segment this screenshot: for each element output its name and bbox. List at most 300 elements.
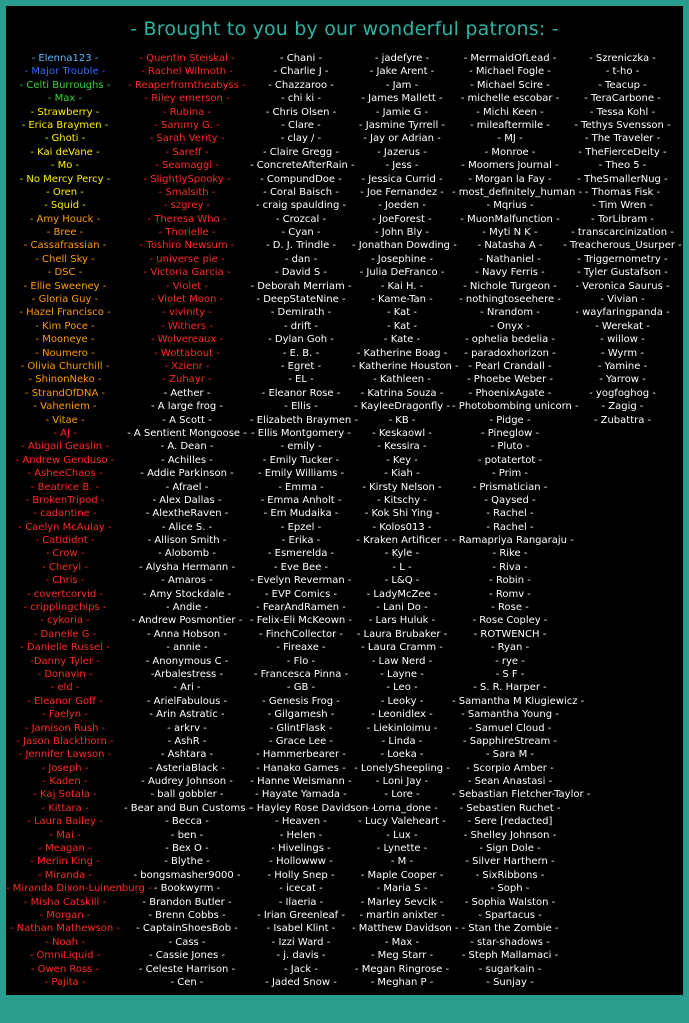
patron-name: - Sebastian Fletcher-Taylor -: [452, 789, 591, 801]
patron-name: - Kat -: [386, 320, 417, 332]
patron-name: - Charlie J -: [273, 66, 329, 78]
patron-name: - Cheryl -: [42, 561, 88, 573]
patron-name: - cykoria -: [40, 615, 90, 627]
patron-name: - E. B. -: [282, 347, 320, 359]
patron-name: - Loni Jay -: [375, 776, 429, 788]
patron-name: - SixRibbons -: [475, 869, 545, 881]
patron-name: - chi ki -: [281, 93, 321, 105]
patron-name: - Donavin -: [37, 668, 93, 680]
patron-name: - yogfoghog -: [589, 387, 656, 399]
patron-name: - szgrey -: [163, 200, 211, 212]
patron-name: - ArielFabulous -: [146, 695, 228, 707]
patron-name: - Laura Brubaker -: [356, 628, 448, 640]
patron-name: - Yamine -: [597, 360, 648, 372]
patron-name: - Rike -: [492, 548, 528, 560]
patron-name: - Jake Arent -: [369, 66, 435, 78]
patron-name: - Reaperfromtheabyss -: [128, 79, 246, 91]
patron-name: - Pidge -: [489, 414, 531, 426]
patron-name: - Chris Olsen -: [265, 106, 337, 118]
patron-name: - Jamison Rush -: [24, 722, 106, 734]
patron-name: - Toshiro Newsum -: [139, 240, 235, 252]
patron-name: - M -: [390, 856, 414, 868]
patron-name: - Kat -: [386, 307, 417, 319]
patron-name: - Katherine Houston -: [352, 360, 459, 372]
patron-name: - Arin Astratic -: [149, 709, 225, 721]
patron-name: - Pearl Crandall -: [468, 360, 552, 372]
patron-name: - Max -: [384, 936, 420, 948]
patron-name: - Allison Smith -: [147, 535, 227, 547]
patron-name: - Morgan la Fay -: [468, 173, 552, 185]
patron-name: - nothingtoseehere -: [459, 294, 561, 306]
patron-name: - Navy Ferris -: [475, 267, 545, 279]
patron-name: - Romv -: [489, 588, 531, 600]
patron-name: - KayleeDragonfly -: [353, 401, 451, 413]
patron-name: - S F -: [495, 668, 525, 680]
patron-name: - KB -: [388, 414, 416, 426]
patron-name: - Danelle G -: [33, 628, 97, 640]
patron-name: - Spartacus -: [478, 910, 542, 921]
patron-name: - Blythe -: [164, 856, 210, 868]
patron-name: - ShinonNeko -: [28, 374, 102, 386]
patron-name: - MuonMalfunction -: [460, 213, 560, 225]
patron-name: - Liekinloimu -: [366, 722, 438, 734]
patron-name: - Prim -: [491, 468, 529, 480]
patron-name: - Sara M -: [485, 749, 535, 761]
patron-name: - Danielle Russel -: [20, 642, 110, 654]
patron-name: - Kai deVane -: [30, 146, 100, 158]
patron-name: - Elenna123 -: [31, 53, 99, 64]
patron-name: - Wyrm -: [601, 347, 644, 359]
patron-name: - potatertot -: [477, 454, 543, 466]
patron-name: - Violet Moon -: [150, 294, 224, 306]
patron-name: - jadefyre -: [374, 53, 430, 64]
patron-name: - Veronica Saurus -: [575, 280, 670, 292]
patron-name: - AlextheRaven -: [145, 508, 229, 520]
patron-name: - Marley Sevcik -: [360, 896, 444, 908]
patron-name: - Keskaowl -: [372, 427, 432, 439]
patron-name: - Megan Ringrose -: [354, 963, 450, 975]
patron-name: - Dylan Goh -: [268, 334, 334, 346]
patron-name: - Jasmine Tyrrell -: [358, 119, 446, 131]
patron-name: - Vitae -: [45, 414, 85, 426]
patron-name: - Ellis Montgomery -: [250, 427, 351, 439]
patron-name: - Soph -: [490, 883, 530, 895]
patron-name: - Alex Dallas -: [152, 494, 222, 506]
patron-name: - Meagan -: [38, 843, 92, 855]
patron-name: - Bear and Bun Customs -: [124, 802, 253, 814]
patron-name: - Holly Snep -: [267, 869, 335, 881]
patron-name: - Max -: [47, 93, 83, 105]
patron-name: - Ashtara -: [160, 749, 214, 761]
patron-name: - Photobombing unicorn -: [452, 401, 579, 413]
patron-name: - Lynette -: [376, 843, 428, 855]
patron-name: - Vivian -: [600, 294, 645, 306]
patron-name: - Smalsith -: [158, 186, 216, 198]
patron-name: - FinchCollector -: [258, 628, 343, 640]
patron-name: - Seamaggi -: [155, 160, 219, 172]
patron-name: - Chris -: [45, 575, 85, 587]
patron-name: - Sophia Walston -: [464, 896, 556, 908]
patron-name: - Miranda Dixon-Luinenburg -: [6, 883, 152, 895]
patron-name: - Egret -: [280, 360, 322, 372]
patron-name: - Owen Ross -: [30, 963, 100, 975]
patron-name: - Anna Hobson -: [146, 628, 228, 640]
patron-name: - Meghan P -: [370, 976, 434, 988]
patron-name: - Scorpio Amber -: [466, 762, 554, 774]
patron-name: - David S -: [275, 267, 327, 279]
patron-name: - Tethys Svensson -: [574, 119, 671, 131]
patron-name: - Bree -: [46, 227, 84, 239]
patron-name: - Shelley Johnson -: [463, 829, 557, 841]
patron-name: - Samuel Cloud -: [468, 722, 552, 734]
patron-name: - Kok Shi Ying -: [364, 508, 440, 520]
patron-name: - AsteriaBlack -: [149, 762, 225, 774]
patron-name: - Layne -: [380, 668, 424, 680]
patron-name: - Strawberry -: [30, 106, 100, 118]
patron-name: - Stan the Zombie -: [461, 923, 559, 935]
patron-name: - TheSmallerNug -: [577, 173, 668, 185]
patron-name: - Jessica Currid -: [361, 173, 443, 185]
patron-name: - Riva -: [492, 561, 528, 573]
patron-name: - Mai -: [49, 829, 81, 841]
patron-name: - Ryan -: [490, 642, 530, 654]
patron-name: - transcarcinization -: [571, 227, 674, 239]
patron-name: - Kittara -: [41, 802, 89, 814]
patron-name: - Hayley Rose Davidson -: [250, 802, 375, 814]
patron-name: - Leo -: [386, 682, 418, 694]
patron-name: - j. davis -: [276, 950, 326, 962]
patron-name: - Emily Williams -: [257, 468, 345, 480]
patron-name: - Zagig -: [601, 401, 644, 413]
patron-name: - Michael Fogle -: [469, 66, 551, 78]
patron-name: - TheFierceDeity -: [578, 146, 667, 158]
patron-name: - Sunjay -: [486, 976, 534, 988]
patron-name: - Teacup -: [598, 79, 647, 91]
patron-name: - Jam -: [385, 79, 419, 91]
patron-name: - Katrina Souza -: [360, 387, 444, 399]
patron-name: - Afrael -: [165, 481, 209, 493]
patron-name: - michelle escobar -: [460, 93, 560, 105]
patron-name: - Bex O -: [165, 843, 209, 855]
patron-name: - Michael Scire -: [470, 79, 550, 91]
patron-name: - Chazzaroo -: [268, 79, 334, 91]
patron-name: - sugarkain -: [478, 963, 542, 975]
patron-name: - Achilles -: [161, 454, 213, 466]
patron-name: - Mqrius -: [486, 200, 534, 212]
patron-name: - Celeste Harrison -: [138, 963, 236, 975]
patron-name: - vivinity -: [162, 307, 212, 319]
patron-name: - Violet -: [166, 280, 208, 292]
patron-name: - Rachel -: [486, 521, 534, 533]
patron-name: - Eleanor Rose -: [261, 387, 341, 399]
patron-name: - Fireaxe -: [276, 642, 326, 654]
patron-name: - Hanne Weismann -: [250, 776, 352, 788]
patron-name: - A large frog -: [151, 401, 223, 413]
patron-name: - StrandOfDNA -: [24, 387, 106, 399]
patron-name: - arkrv -: [167, 722, 207, 734]
patron-name: - Crozcal -: [275, 213, 327, 225]
patron-name: - Samantha Young -: [461, 709, 559, 721]
patron-name: - Rachel -: [486, 508, 534, 520]
patron-name: - Thomas Fisk -: [584, 186, 661, 198]
patron-name: - Kim Poce -: [35, 320, 95, 332]
patron-name: - Oren -: [46, 186, 84, 198]
patron-name: - Kai H. -: [380, 280, 424, 292]
patron-name: - Lorna_done -: [366, 802, 438, 814]
patron-name: - Julia DeFranco -: [359, 267, 445, 279]
patron-name: - Andie -: [165, 602, 209, 614]
patron-name: -Danny Tyler -: [30, 655, 100, 667]
patron-name: - Clare -: [281, 119, 321, 131]
patron-name: - ben -: [170, 829, 204, 841]
patron-name: - Sebastien Ruchet -: [459, 802, 561, 814]
patron-name: - Audrey Johnson -: [141, 776, 233, 788]
patron-name: - Erica Braymen -: [21, 119, 109, 131]
patron-name: - JoeForest -: [372, 213, 432, 225]
patron-name: - Becca -: [165, 816, 209, 828]
patron-name: - Emily Tucker -: [262, 454, 340, 466]
patron-name: - Major Trouble -: [24, 66, 106, 78]
patron-column-5: [452, 52, 591, 989]
patron-name: - Kaj Sotala -: [33, 789, 97, 801]
patron-name: - Evelyn Reverman -: [250, 575, 352, 587]
patron-name: - bongsmasher9000 -: [133, 869, 241, 881]
patron-name: - Laura Cramm -: [361, 642, 443, 654]
patron-name: - Jonathan Dowding -: [352, 240, 457, 252]
patron-name: - DeepStateNine -: [256, 294, 346, 306]
patron-name: - Jack -: [284, 963, 318, 975]
patron-name: - SapphireStream -: [462, 735, 558, 747]
patron-name: - Kame-Tan -: [371, 294, 433, 306]
patron-name: - Leoky -: [380, 695, 424, 707]
patron-name: - Aether -: [163, 387, 211, 399]
patron-name: - Alysha Hermann -: [138, 561, 236, 573]
patron-name: - SlightlySpooky -: [143, 173, 231, 185]
patron-name: - Sere [redacted]: [467, 816, 553, 828]
patron-name: - The Traveler -: [584, 133, 661, 145]
patron-name: - Kirsty Nelson -: [362, 481, 442, 493]
patron-name: - Triggernometry -: [577, 253, 668, 265]
patron-name: - A Sentient Mongoose -: [127, 427, 247, 439]
patron-column-3: [250, 52, 375, 989]
patron-name: - Maria S -: [376, 883, 428, 895]
patron-name: - Moomers Journal -: [461, 160, 559, 172]
patron-name: - Yarrow -: [599, 374, 646, 386]
patron-name: - Hammerbearer -: [256, 749, 346, 761]
patron-name: - TeraCarbone -: [584, 93, 661, 105]
patron-name: - Sarah Verity -: [149, 133, 225, 145]
patron-name: - Andrew Posmontier -: [131, 615, 243, 627]
patron-name: - Pluto -: [490, 441, 530, 453]
patron-name: - Jason Blackthorn -: [16, 735, 114, 747]
patron-name: - emily -: [280, 441, 322, 453]
patron-name: - Rachel Wilmoth -: [141, 66, 233, 78]
patron-name: - Jennifer Lawson -: [18, 749, 112, 761]
patron-name: - ball gobbler -: [150, 789, 224, 801]
patron-name: - Cass -: [168, 936, 206, 948]
patron-name: - L -: [392, 561, 412, 573]
patron-name: - Kiah -: [384, 468, 420, 480]
patron-name: - Meg Starr -: [370, 950, 434, 962]
patron-name: - Victoria Garcia -: [143, 267, 231, 279]
patron-name: - L&Q -: [384, 575, 420, 587]
patron-name: - No Mercy Percy -: [19, 173, 111, 185]
patron-name: - Noah -: [45, 936, 85, 948]
patron-name: - most_definitely_human -: [452, 186, 583, 198]
patron-name: - PhoenixAgate -: [468, 387, 552, 399]
patron-name: - MJ -: [497, 133, 523, 145]
patron-name: - Kate -: [383, 334, 421, 346]
patron-name: - t-ho -: [605, 66, 640, 78]
patron-name: - Rubina -: [162, 106, 211, 118]
patron-name: - Hollowww -: [269, 856, 333, 868]
patron-name: - ConcreteAfterRain -: [250, 160, 355, 172]
patron-name: - AJ -: [53, 427, 77, 439]
patron-name: - Jamie G -: [375, 106, 429, 118]
patron-name: - Nathan Mathewson -: [9, 923, 121, 935]
patron-name: - martin anixter -: [359, 910, 445, 921]
patron-name: - Wottabout -: [154, 347, 220, 359]
patron-name: - Law Nerd -: [371, 655, 433, 667]
patron-name: - icecat -: [279, 883, 323, 895]
patron-name: - Zuhayr -: [162, 374, 212, 386]
patron-name: - Zubattra -: [593, 414, 652, 426]
patron-name: - Laura Bailey -: [27, 816, 103, 828]
patron-name: - Gloria Guy -: [31, 294, 99, 306]
patron-name: - Kolos013 -: [372, 521, 432, 533]
patron-name: - Squid -: [44, 200, 86, 212]
patron-name: - covertcorvid -: [26, 588, 104, 600]
patron-name: - paradoxhorizon -: [464, 347, 556, 359]
patron-name: - Addie Parkinson -: [140, 468, 234, 480]
patron-name: - Brenn Cobbs -: [148, 910, 226, 921]
patron-name: - Sammy G. -: [154, 119, 220, 131]
patron-name: - Kraken Artificer -: [356, 535, 448, 547]
patron-name: - Nathaniel -: [479, 253, 541, 265]
patron-name: -Arbalestress -: [150, 668, 224, 680]
patron-name: - Mo -: [50, 160, 80, 172]
patron-name: - Helen -: [279, 829, 323, 841]
patron-name: - AshR -: [167, 735, 207, 747]
patron-name: - Samantha M Klugiewicz -: [452, 695, 585, 707]
patron-name: - A Scott -: [162, 414, 212, 426]
patron-name: - Michi Keen -: [476, 106, 544, 118]
patron-name: - Noumero -: [35, 347, 95, 359]
patron-name: - Emma Anholt -: [260, 494, 342, 506]
patron-name: - Flo -: [286, 655, 316, 667]
patron-name: - drift -: [283, 320, 319, 332]
patron-name: - cripplingchips -: [23, 602, 107, 614]
patron-name: - mileaftermile -: [470, 119, 550, 131]
patron-name: - AsheeChaos -: [27, 468, 103, 480]
patron-name: - Faelyn -: [42, 709, 88, 721]
patron-name: - Lore -: [384, 789, 420, 801]
page-title: - Brought to you by our wonderful patrons: -: [130, 18, 559, 40]
patron-name: - Epzel -: [280, 521, 322, 533]
patron-name: - Silver Harthern -: [465, 856, 555, 868]
patron-name: - Onyx -: [490, 320, 530, 332]
patron-name: - Elizabeth Braymen -: [250, 414, 359, 426]
patron-name: - Lucy Valeheart -: [358, 816, 446, 828]
patron-name: - willow -: [600, 334, 645, 346]
patron-name: - Genesis Frog -: [262, 695, 340, 707]
patron-name: - annie -: [166, 642, 208, 654]
patron-name: - ROTWENCH -: [473, 628, 547, 640]
patron-name: - Deborah Merriam -: [250, 280, 352, 292]
patron-name: - Josephine -: [371, 253, 433, 265]
patron-name: - ophelia bedelia -: [464, 334, 556, 346]
patron-name: - Celti Burroughs -: [19, 79, 111, 91]
patron-column-4: [352, 52, 459, 989]
patron-name: - Quentin Steiskal -: [139, 53, 235, 64]
patron-name: - Alobomb -: [158, 548, 216, 560]
patron-name: - Izzi Ward -: [271, 936, 331, 948]
patron-name: - Abigail Geaslin -: [21, 441, 109, 453]
patron-name: - Ari -: [173, 682, 201, 694]
patron-name: - Cyan -: [281, 227, 321, 239]
patron-name: - Chani -: [279, 53, 323, 64]
patron-name: - Joseph -: [41, 762, 89, 774]
patron-name: - Kyle -: [384, 548, 420, 560]
patron-name: - Kathleen -: [373, 374, 431, 386]
patron-name: - Pajita -: [44, 976, 86, 988]
patron-name: - FearAndRamen -: [256, 602, 346, 614]
patron-name: - Morgan -: [39, 910, 91, 921]
patron-name: - eld -: [50, 682, 80, 694]
patron-name: - Theo 5 -: [598, 160, 647, 172]
patron-name: - John Bly -: [374, 227, 430, 239]
patron-name: - star-shadows -: [470, 936, 550, 948]
patron-name: - DSC -: [47, 267, 83, 279]
patron-name: - Prismatician -: [472, 481, 548, 493]
patron-name: - Kessira -: [377, 441, 427, 453]
patron-name: - S. R. Harper -: [473, 682, 547, 694]
patron-name: - Key -: [386, 454, 418, 466]
patron-name: - Eve Bee -: [273, 561, 329, 573]
patron-name: - CompundDoe -: [260, 173, 342, 185]
patron-name: - clay / -: [280, 133, 322, 145]
patron-name: - Hanako Games -: [256, 762, 346, 774]
patron-name: - Esmerelda -: [267, 548, 335, 560]
patron-name: - Em Mudaika -: [263, 508, 339, 520]
patron-name: - Szreniczka -: [589, 53, 656, 64]
patron-name: - Hayate Yamada -: [255, 789, 347, 801]
patron-name: - Lux -: [386, 829, 418, 841]
patron-name: - Theresa Who -: [147, 213, 227, 225]
patron-name: - Werekat -: [595, 320, 650, 332]
patron-name: - Nichole Turgeon -: [463, 280, 557, 292]
patron-name: - Monroe -: [484, 146, 536, 158]
patron-name: - Beatrice B. -: [30, 481, 100, 493]
patron-name: - Rose -: [491, 602, 529, 614]
patron-name: - Treacherous_Usurper -: [563, 240, 682, 252]
patron-name: - Catididnt -: [35, 535, 95, 547]
patron-name: - Cen -: [170, 976, 204, 988]
patron-name: - Ghoti -: [44, 133, 86, 145]
patron-name: - Kitschy -: [377, 494, 427, 506]
patron-name: - TorLibram -: [591, 213, 654, 225]
patron-name: - Demirath -: [270, 307, 332, 319]
patron-name: - Jaded Snow -: [265, 976, 337, 988]
patron-name: - Nrandom -: [480, 307, 540, 319]
patron-name: - EVP Comics -: [264, 588, 338, 600]
patron-name: - Olivia Churchill -: [20, 360, 110, 372]
patron-name: - James Mallett -: [361, 93, 443, 105]
patron-name: - Misha Catskill -: [23, 896, 107, 908]
patron-name: - GlintFlask -: [269, 722, 333, 734]
patron-name: - Riley emerson -: [144, 93, 230, 105]
patron-name: - Ellis -: [284, 401, 318, 413]
